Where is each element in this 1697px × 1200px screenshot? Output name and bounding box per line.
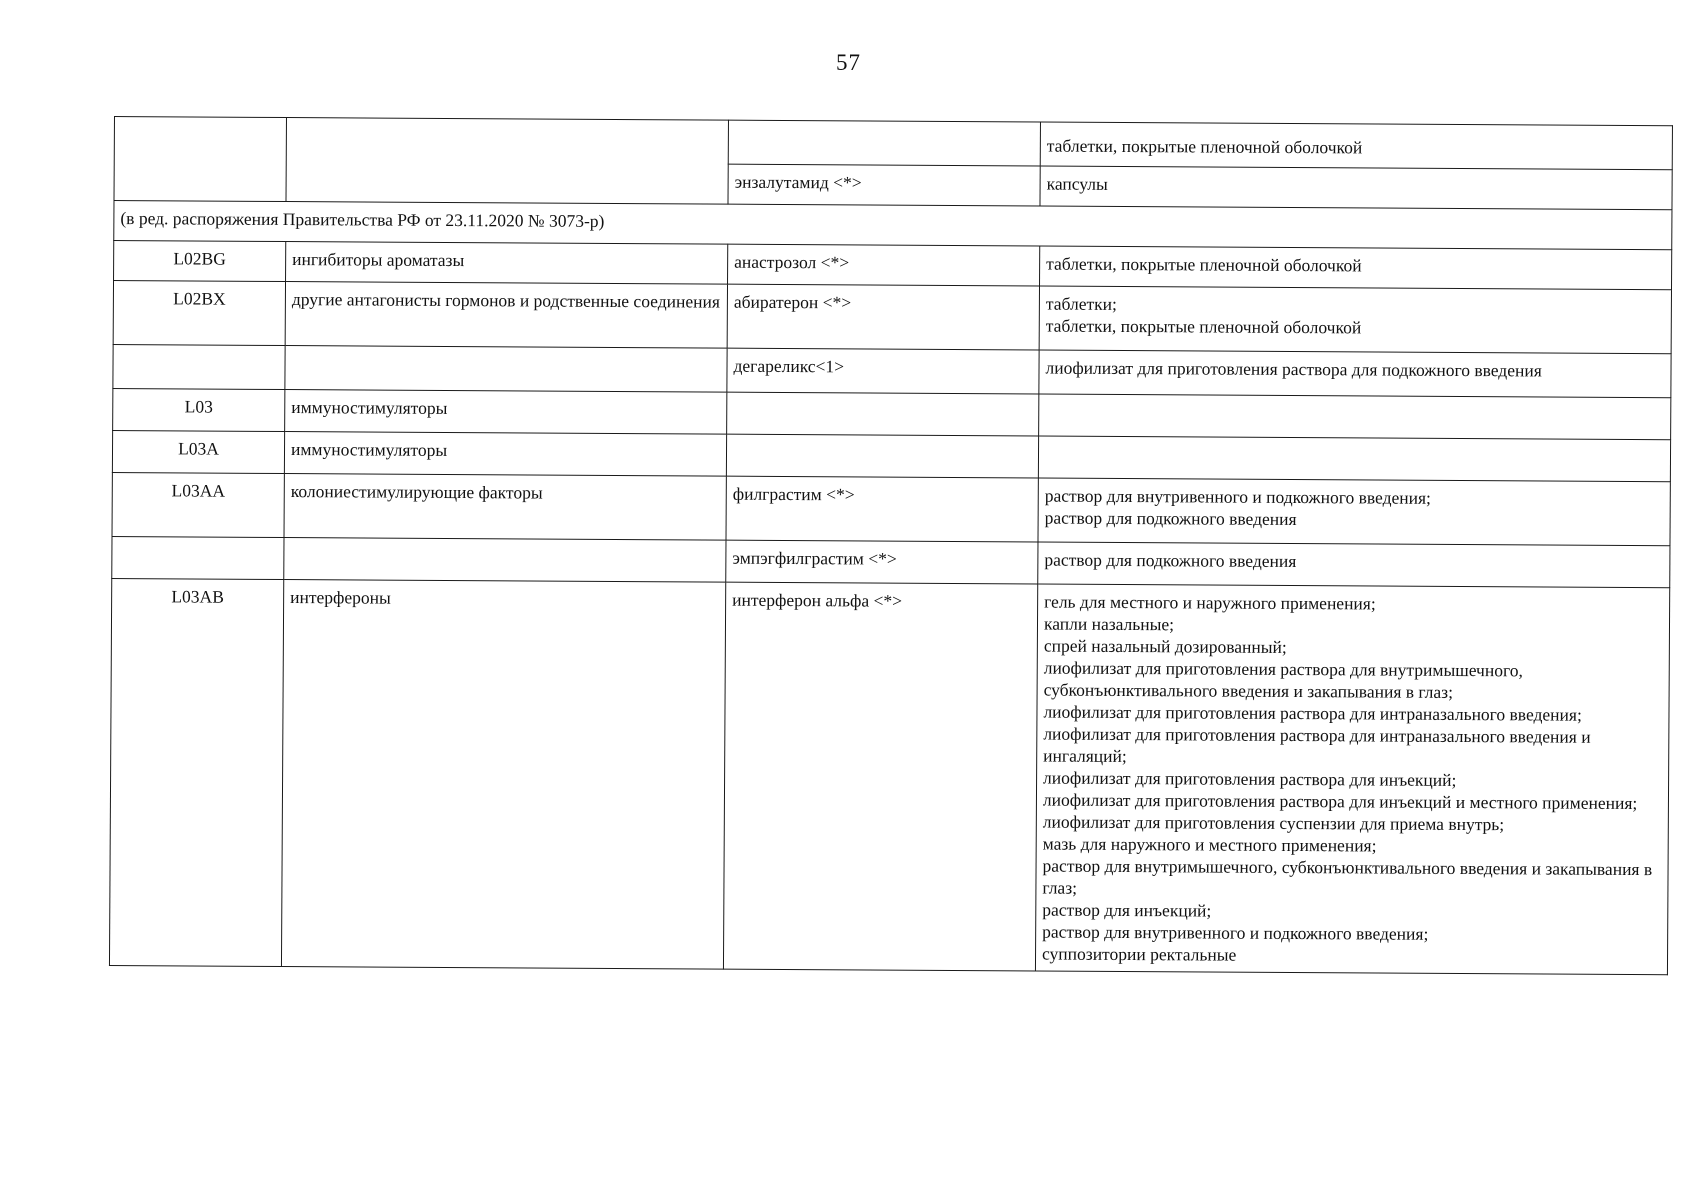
page-number: 57 <box>836 50 861 75</box>
dosage-form-line: лиофилизат для приготовления суспензии для приема внутрь; <box>1042 811 1505 835</box>
dosage-form-line: спрей назальный дозированный; <box>1043 635 1287 657</box>
dosage-form-line: лиофилизат для приготовления раствора для внутримышечного, субконъюнктивального введения и закапывания в глаз; <box>1043 657 1523 702</box>
dosage-form-cell <box>1039 286 1671 354</box>
dosage-form-cell <box>1038 542 1670 588</box>
anatomic-group-cell: другие антагонисты гормонов и родственные соединения <box>285 282 727 349</box>
anatomic-group-cell: интерфероны <box>281 580 725 970</box>
dosage-form-line: лиофилизат для приготовления раствора для подкожного введения <box>1045 357 1542 381</box>
table-row <box>109 578 1669 974</box>
drug-name-cell <box>728 120 1040 166</box>
dosage-form-cell <box>1040 246 1672 290</box>
drug-list-body <box>109 117 1672 975</box>
anatomic-group-cell <box>286 118 728 205</box>
atc-code-cell: L03AB <box>109 578 283 966</box>
dosage-form-line: суппозитории ректальные <box>1041 943 1237 965</box>
drug-name-cell <box>726 434 1038 478</box>
dosage-form-line: капсулы <box>1046 173 1108 194</box>
table-row <box>112 472 1670 545</box>
anatomic-group-cell: иммуностимуляторы <box>285 390 727 435</box>
dosage-form-line: раствор для подкожного введения <box>1044 507 1297 530</box>
drug-name-cell: анастрозол <*> <box>728 244 1040 286</box>
drug-list-table <box>109 116 1673 975</box>
anatomic-group-cell: иммуностимуляторы <box>284 432 726 477</box>
dosage-form-line: мазь для наружного и местного применения; <box>1042 833 1377 856</box>
atc-code-cell <box>113 344 285 389</box>
anatomic-group-cell: ингибиторы ароматазы <box>286 242 728 285</box>
anatomic-group-cell <box>285 346 727 393</box>
drug-name-cell: абиратерон <*> <box>727 284 1039 350</box>
amendment-note: (в ред. распоряжения Правительства РФ от 23.11.2020 № 3073-р) <box>114 201 1672 250</box>
drug-name-cell: интерферон альфа <*> <box>723 582 1037 971</box>
drug-name-cell: дегареликс<1> <box>727 348 1039 394</box>
anatomic-group-cell: колониестимулирующие факторы <box>284 474 726 541</box>
atc-code-cell: L02BG <box>114 241 286 282</box>
dosage-form-line: лиофилизат для приготовления раствора для интраназального введения; <box>1043 701 1582 725</box>
atc-code-cell <box>114 117 286 202</box>
dosage-form-line: лиофилизат для приготовления раствора для инъекций; <box>1043 767 1457 790</box>
dosage-form-line: раствор для инъекций; <box>1042 899 1212 921</box>
dosage-form-line: таблетки, покрытые пленочной оболочкой <box>1045 315 1362 338</box>
dosage-form-cell <box>1040 166 1672 210</box>
dosage-form-line: раствор для внутривенного и подкожного введения; <box>1042 921 1429 944</box>
dosage-form-line: таблетки; <box>1045 293 1117 314</box>
drug-name-cell: филграстим <*> <box>726 476 1038 542</box>
drug-name-cell <box>727 392 1039 436</box>
dosage-form-line: капли назальные; <box>1043 613 1175 635</box>
atc-code-cell: L03A <box>112 430 284 473</box>
anatomic-group-cell <box>284 538 726 583</box>
dosage-form-cell <box>1039 394 1671 440</box>
dosage-form-cell <box>1040 122 1672 170</box>
table-row <box>114 117 1672 170</box>
dosage-form-cell <box>1038 436 1670 482</box>
dosage-form-line: гель для местного и наружного применения; <box>1044 591 1376 614</box>
table-row <box>113 281 1671 354</box>
atc-code-cell <box>112 536 284 579</box>
drug-name-cell: энзалутамид <*> <box>728 164 1040 206</box>
dosage-form-cell <box>1038 478 1670 546</box>
dosage-form-cell <box>1035 584 1669 975</box>
dosage-form-cell <box>1039 350 1671 398</box>
atc-code-cell: L02BX <box>113 281 285 346</box>
atc-code-cell: L03 <box>113 388 285 431</box>
dosage-form-line: лиофилизат для приготовления раствора для интраназального введения и ингаляций; <box>1043 723 1591 767</box>
atc-code-cell: L03AA <box>112 472 284 537</box>
dosage-form-line: раствор для внутривенного и подкожного введения; <box>1044 485 1431 508</box>
dosage-form-line: таблетки, покрытые пленочной оболочкой <box>1046 135 1363 158</box>
dosage-form-line: раствор для внутримышечного, субконъюнктивального введения и закапывания в глаз; <box>1042 855 1653 898</box>
drug-name-cell: эмпэгфилграстим <*> <box>726 540 1038 584</box>
dosage-form-line: таблетки, покрытые пленочной оболочкой <box>1046 253 1362 276</box>
dosage-form-line: лиофилизат для приготовления раствора для инъекций и местного применения; <box>1042 789 1638 814</box>
dosage-form-line: раствор для подкожного введения <box>1044 549 1297 572</box>
